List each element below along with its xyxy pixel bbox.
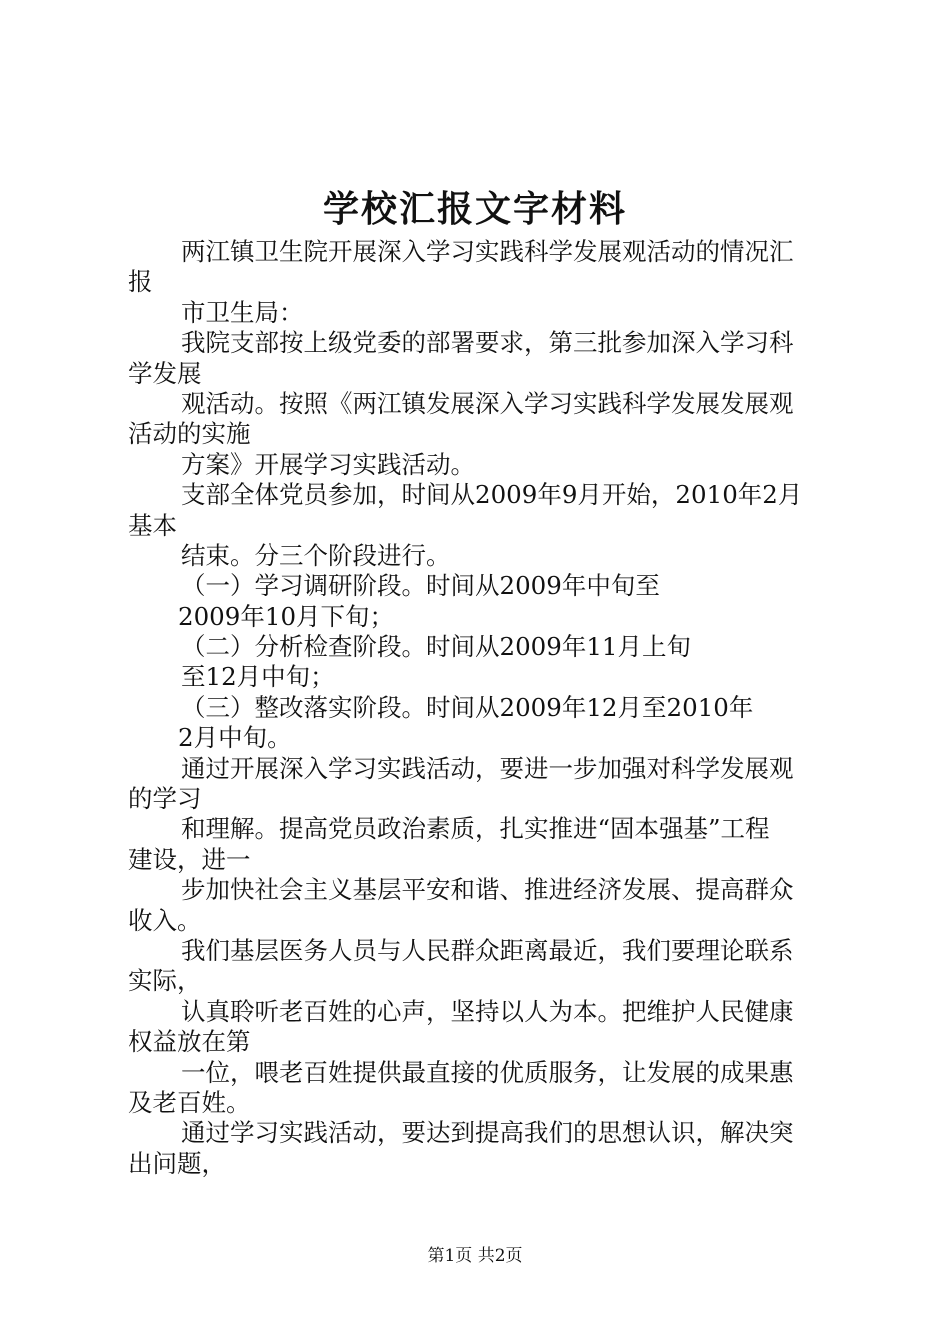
body-line: 支部全体党员参加，时间从2009年9月开始，2010年2月 — [181, 480, 803, 510]
document-body — [128, 237, 828, 1179]
body-line: 报 — [128, 267, 153, 297]
body-line: 一位，喂老百姓提供最直接的优质服务，让发展的成果惠 — [181, 1057, 794, 1087]
body-line: 观活动。按照《两江镇发展深入学习实践科学发展发展观 — [181, 388, 794, 418]
body-line: 我院支部按上级党委的部署要求，第三批参加深入学习科 — [181, 328, 794, 358]
body-line: 我们基层医务人员与人民群众距离最近，我们要理论联系 — [181, 935, 794, 965]
page-footer: 第1页 共2页 — [427, 1246, 523, 1266]
body-line: 学发展 — [128, 358, 202, 388]
body-line: 2月中旬。 — [178, 723, 292, 753]
body-line: 及老百姓。 — [128, 1087, 251, 1117]
body-line: 基本 — [128, 510, 177, 540]
body-line: 结束。分三个阶段进行。 — [181, 540, 451, 570]
body-line: （三）整改落实阶段。时间从2009年12月至2010年 — [181, 692, 754, 722]
body-line: 至12月中旬； — [181, 662, 335, 692]
body-line: 2009年10月下旬； — [178, 601, 395, 631]
body-line: 建设，进一 — [128, 844, 251, 874]
body-line: （一）学习调研阶段。时间从2009年中旬至 — [181, 571, 660, 601]
body-line: 认真聆听老百姓的心声，坚持以人为本。把维护人民健康 — [181, 996, 794, 1026]
body-line: 通过开展深入学习实践活动，要进一步加强对科学发展观 — [181, 753, 794, 783]
body-line: 的学习 — [128, 784, 202, 814]
body-line: 和理解。提高党员政治素质，扎实推进“固本强基”工程 — [181, 814, 770, 844]
body-line: 通过学习实践活动，要达到提高我们的思想认识，解决突 — [181, 1118, 794, 1148]
body-line: 活动的实施 — [128, 419, 251, 449]
body-line: 收入。 — [128, 905, 202, 935]
body-line: 实际， — [128, 966, 202, 996]
body-line: 权益放在第 — [128, 1027, 251, 1057]
body-line: （二）分析检查阶段。时间从2009年11月上旬 — [181, 632, 692, 662]
body-line: 出问题， — [128, 1148, 226, 1178]
document-title: 学校汇报文字材料 — [322, 188, 627, 230]
body-line: 步加快社会主义基层平安和谐、推进经济发展、提高群众 — [181, 875, 794, 905]
body-line: 市卫生局： — [181, 297, 304, 327]
body-line: 方案》开展学习实践活动。 — [181, 449, 475, 479]
body-line: 两江镇卫生院开展深入学习实践科学发展观活动的情况汇 — [181, 237, 794, 266]
